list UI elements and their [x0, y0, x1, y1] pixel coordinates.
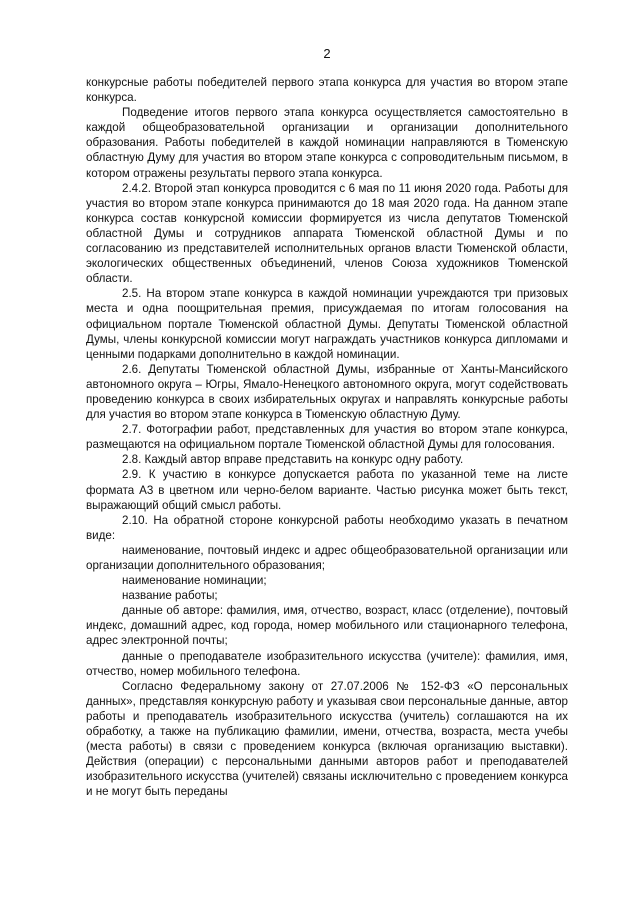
list-item-teacher-data: данные о преподавателе изобразительного искусства (учителе): фамилия, имя, отчество, номер мобильного телефона. [86, 649, 568, 678]
paragraph-2-4-2: 2.4.2. Второй этап конкурса проводится с 6 мая по 11 июня 2020 года. Работы для участия во втором этапе конкурса принимаются до 18 мая 2020 года. На данном этапе конкурса состав конкурсной комиссии формируется из числа депутатов Тюменской областной Думы и сотрудников аппарата Тюменской областной Думы и по согласованию из представителей исполнительных органов власти Тюменской области, экологических общественных объединений, членов Союза художников Тюменской области. [86, 181, 568, 286]
paragraph-2-7: 2.7. Фотографии работ, представленных для участия во втором этапе конкурса, размещаются на официальном портале Тюменской областной Думы для голосования. [86, 423, 568, 452]
paragraph-2-9: 2.9. К участию в конкурсе допускается работа по указанной теме на листе формата А3 в цветном или черно-белом варианте. Частью рисунка может быть текст, выражающий общий смысл работы. [86, 468, 568, 512]
paragraph-2-10: 2.10. На обратной стороне конкурсной работы необходимо указать в печатном виде: [86, 513, 568, 542]
list-item-author-data: данные об авторе: фамилия, имя, отчество, возраст, класс (отделение), почтовый индекс, домашний адрес, код города, номер мобильного или стационарного телефона, адрес электронной почты; [86, 604, 568, 648]
paragraph-personal-data-law: Согласно Федеральному закону от 27.07.2006 № 152-ФЗ «О персональных данных», представляя конкурсную работу и указывая свои персональные данные, автор работы и преподаватель изобразительного искусства (учитель) соглашаются на их обработку, а также на публикацию фамилии, имени, отчества, возраста, места учебы (места работы) в связи с проведением конкурса (включая организацию выставки). Действия (операции) с персональными данными авторов работ и преподавателей изобразительного искусства (учителей) связаны исключительно с проведением конкурса и не могут быть переданы [86, 679, 568, 799]
paragraph-2-5: 2.5. На втором этапе конкурса в каждой номинации учреждаются три призовых места и одна поощрительная премия, присуждаемая по итогам голосования на официальном портале Тюменской областной Думы. Депутаты Тюменской областной Думы, члены конкурсной комиссии могут награждать участников конкурса дипломами и ценными подарками дополнительно в каждой номинации. [86, 287, 568, 361]
list-item-work-title: название работы; [122, 589, 218, 603]
page-number: 2 [323, 46, 331, 61]
list-item-organization: наименование, почтовый индекс и адрес общеобразовательной организации или организации дополнительного образования; [86, 543, 568, 572]
list-item-nomination: наименование номинации; [122, 574, 267, 588]
paragraph-first-stage-results: Подведение итогов первого этапа конкурса осуществляется самостоятельно в каждой общеобразовательной организации и организации дополнительного образования. Работы победителей в каждой номинации направляются в Тюменскую областную Думу для участия во втором этапе конкурса с сопроводительным письмом, в котором отражены результаты первого этапа конкурса. [86, 106, 568, 180]
paragraph-2-8: 2.8. Каждый автор вправе представить на конкурс одну работу. [122, 453, 464, 467]
paragraph-continuation: конкурсные работы победителей первого этапа конкурса для участия во втором этапе конкурса. [86, 76, 568, 105]
paragraph-2-6: 2.6. Депутаты Тюменской областной Думы, избранные от Ханты-Мансийского автономного округа – Югры, Ямало-Ненецкого автономного округа, могут содействовать проведению конкурса в своих избирательных округах и направлять конкурсные работы для участия во втором этапе конкурса в Тюменскую областную Думу. [86, 362, 568, 422]
document-body [86, 75, 568, 800]
